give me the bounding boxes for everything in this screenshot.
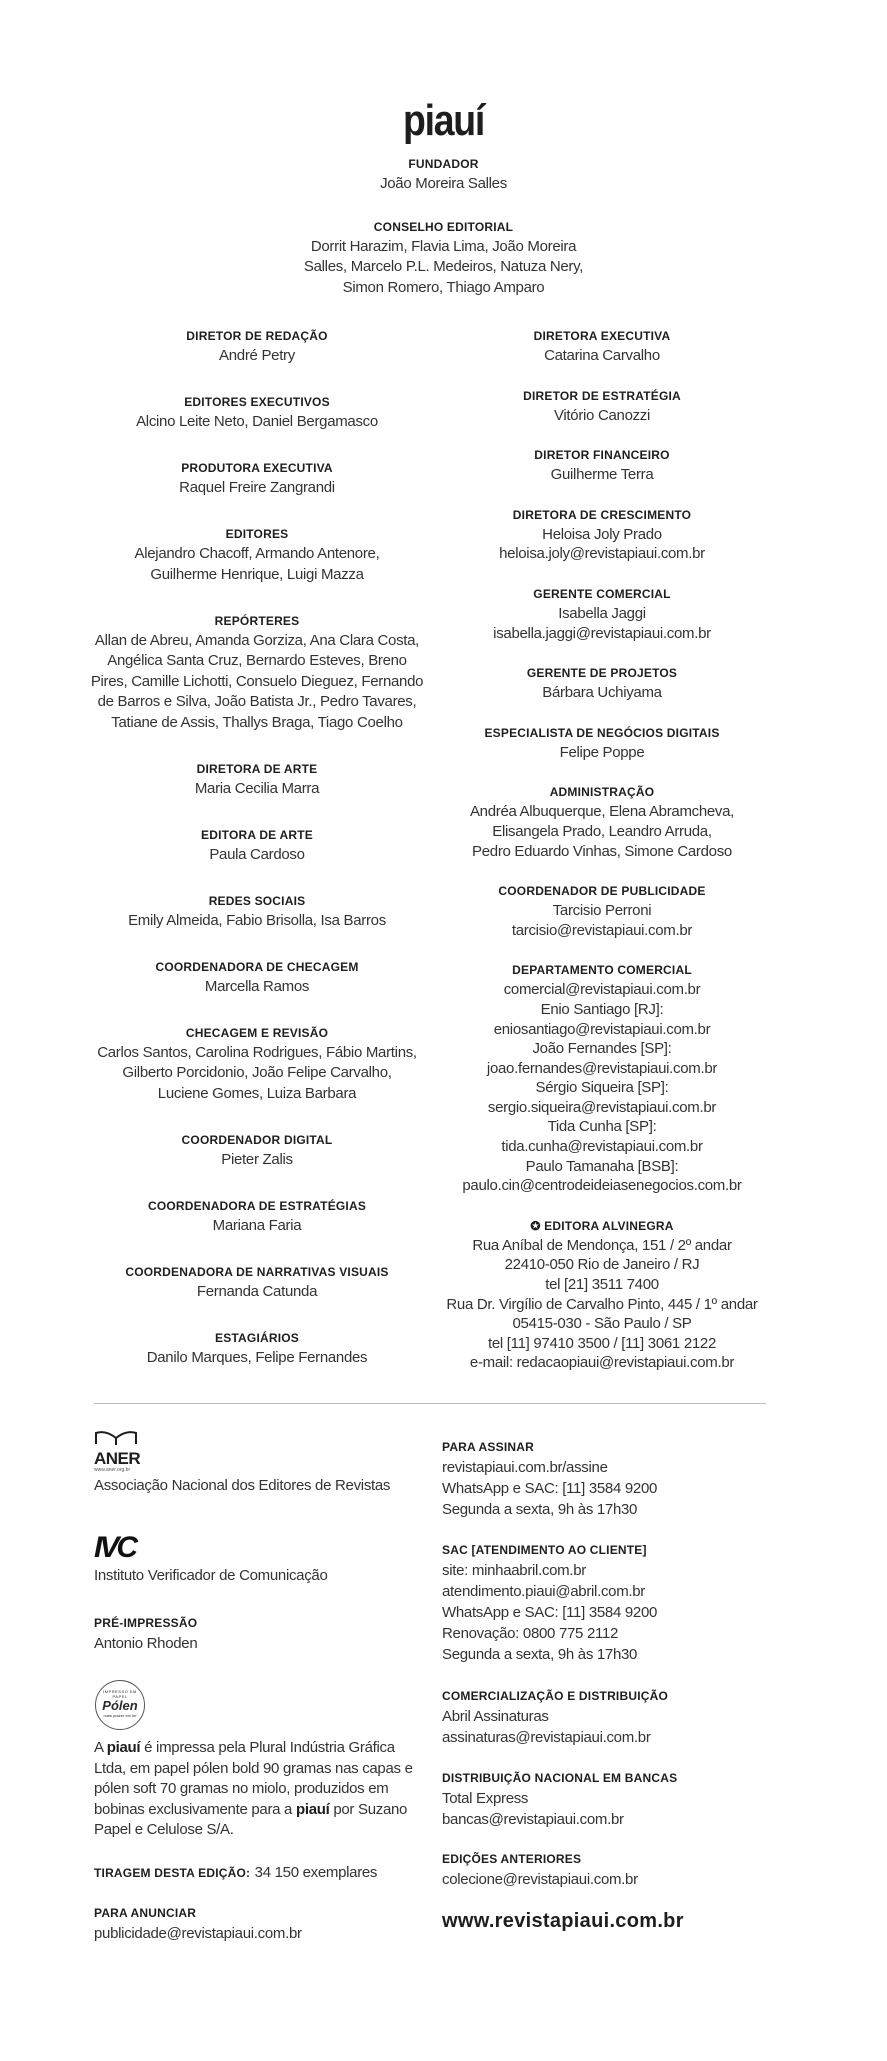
divider: [94, 1403, 766, 1404]
right-credits-column: [412, 326, 792, 1393]
credit-section: [77, 1130, 437, 1171]
section-label: CHECAGEM E REVISÃO: [185, 1025, 329, 1040]
section-label: REPÓRTERES: [214, 613, 300, 628]
credit-section: [412, 445, 792, 485]
section-label: DIRETORA DE CRESCIMENTO: [512, 507, 692, 522]
credit-section: [77, 891, 437, 932]
credit-line: Angélica Santa Cruz, Bernardo Esteves, Breno: [107, 652, 407, 669]
credit-line: Tida Cunha [SP]:: [547, 1118, 657, 1136]
section-label: CONSELHO EDITORIAL: [373, 219, 514, 234]
credit-section: [77, 392, 437, 433]
email-link[interactable]: site: minhaabril.com.br: [442, 1562, 586, 1579]
credit-line: Paulo Tamanaha [BSB]:: [525, 1157, 679, 1175]
credit-section: [77, 458, 437, 499]
credit-line: Vitório Canozzi: [553, 406, 651, 424]
credit-section: [77, 1196, 437, 1237]
section-label: DEPARTAMENTO COMERCIAL: [512, 963, 692, 978]
section-label: EDITORA DE ARTE: [201, 827, 313, 842]
tiragem-block: [94, 1862, 424, 1883]
credit-line: Simon Romero, Thiago Amparo: [342, 278, 545, 296]
anunciar-block: [94, 1903, 424, 1944]
email-link[interactable]: assinaturas@revistapiaui.com.br: [442, 1729, 651, 1746]
credit-line: Pedro Eduardo Vinhas, Simone Cardoso: [472, 842, 732, 860]
email-link[interactable]: colecione@revistapiaui.com.br: [442, 1871, 638, 1888]
credit-line: WhatsApp e SAC: [11] 3584 9200: [442, 1604, 658, 1621]
email-link[interactable]: sergio.siqueira@revistapiaui.com.br: [487, 1098, 717, 1116]
email-link[interactable]: comercial@revistapiaui.com.br: [503, 981, 701, 999]
section-label: GERENTE DE PROJETOS: [526, 666, 678, 681]
credit-line: Marcella Ramos: [204, 977, 310, 995]
website-link[interactable]: www.revistapiaui.com.br: [442, 1910, 684, 1932]
book-icon: [94, 1430, 138, 1446]
section-label: COORDENADOR DIGITAL: [181, 1132, 333, 1147]
credit-section: [77, 957, 437, 998]
printing-paragraph: [94, 1738, 424, 1841]
credit-section: [77, 825, 437, 866]
section-label: PARA ANUNCIAR: [94, 1906, 197, 1920]
credit-line: Alcino Leite Neto, Daniel Bergamasco: [136, 413, 378, 430]
section-label: ESTAGIÁRIOS: [215, 1330, 299, 1345]
credit-line: Renovação: 0800 775 2112: [442, 1625, 619, 1642]
section-label: ADMINISTRAÇÃO: [549, 785, 655, 800]
section-label: DIRETORA EXECUTIVA: [533, 329, 671, 343]
polen-logo: [95, 1680, 145, 1730]
section-label: DISTRIBUIÇÃO NACIONAL EM BANCAS: [442, 1771, 678, 1785]
aner-logo: [94, 1430, 144, 1473]
credit-conselho: [0, 217, 887, 299]
credit-section: [412, 1216, 792, 1373]
credit-line: Guilherme Henrique, Luigi Mazza: [150, 565, 364, 583]
polen-logo-bottom: mais prazer em ler: [103, 1713, 137, 1718]
credit-line: Allan de Abreu, Amanda Gorziza, Ana Clara Costa,: [94, 631, 420, 649]
credit-section: [77, 524, 437, 585]
email-link[interactable]: tida.cunha@revistapiaui.com.br: [501, 1138, 703, 1156]
aner-block: [94, 1430, 424, 1496]
section-label: SAC [ATENDIMENTO AO CLIENTE]: [442, 1543, 647, 1557]
credit-line: Elisangela Prado, Leandro Arruda,: [492, 822, 712, 840]
credit-section: [412, 326, 792, 366]
credit-line: Felipe Poppe: [559, 743, 645, 761]
credit-line: 05415-030 - São Paulo / SP: [512, 1315, 692, 1333]
tiragem-value: 34 150 exemplares: [254, 1864, 378, 1881]
credit-line: Paula Cardoso: [209, 845, 305, 863]
credit-line: Emily Almeida, Fabio Brisolla, Isa Barros: [128, 911, 386, 929]
credit-line: Luciene Gomes, Luiza Barbara: [157, 1084, 357, 1102]
polen-logo-top: IMPRESSO EM PAPEL: [103, 1689, 137, 1699]
preimpressao-block: [94, 1613, 424, 1654]
credit-line: de Barros e Silva, João Batista Jr., Pedro Tavares,: [97, 693, 417, 710]
credit-section: [412, 663, 792, 703]
credit-line: Salles, Marcelo P.L. Medeiros, Natuza Nery,: [303, 258, 584, 275]
section-label: DIRETOR DE ESTRATÉGIA: [523, 388, 681, 403]
credit-line: Segunda a sexta, 9h às 17h30: [442, 1646, 638, 1663]
credit-line: Maria Cecilia Marra: [194, 779, 320, 797]
section-label: COORDENADORA DE ESTRATÉGIAS: [147, 1198, 367, 1213]
credit-section: [442, 1849, 802, 1890]
credit-section: [442, 1686, 802, 1748]
credit-line: Guilherme Terra: [550, 466, 654, 484]
section-label: PRODUTORA EXECUTIVA: [181, 461, 333, 475]
email-link[interactable]: bancas@revistapiaui.com.br: [442, 1811, 624, 1828]
text: A: [94, 1739, 107, 1756]
credit-line: Pieter Zalis: [221, 1150, 293, 1168]
ivc-text: Instituto Verificador de Comunicação: [94, 1567, 328, 1584]
email-link[interactable]: tarcisio@revistapiaui.com.br: [511, 921, 693, 939]
section-label: REDES SOCIAIS: [208, 893, 306, 908]
credit-section: [412, 584, 792, 643]
credit-section: [77, 611, 437, 734]
section-label: PARA ASSINAR: [442, 1440, 534, 1454]
credit-line: Bárbara Uchiyama: [542, 684, 662, 702]
email-link[interactable]: atendimento.piaui@abril.com.br: [442, 1583, 645, 1600]
ivc-logo: IVC: [94, 1531, 136, 1564]
credit-line: Fernanda Catunda: [196, 1282, 318, 1300]
brand-logo: piauí: [403, 96, 484, 145]
section-label: GERENTE COMERCIAL: [533, 586, 671, 601]
polen-logo-text: Pólen: [102, 1698, 138, 1713]
tiragem-label: TIRAGEM DESTA EDIÇÃO:: [94, 1866, 251, 1880]
section-label: DIRETOR DE REDAÇÃO: [186, 329, 328, 343]
credit-section: [77, 759, 437, 800]
section-label: COORDENADORA DE NARRATIVAS VISUAIS: [125, 1264, 389, 1279]
sac-block: [442, 1540, 802, 1665]
email-link[interactable]: paulo.cin@centrodeideiasenegocios.com.br: [462, 1177, 742, 1195]
credit-line: Dorrit Harazim, Flavia Lima, João Moreira: [310, 237, 577, 255]
credit-section: [77, 326, 437, 367]
section-label: COORDENADORA DE CHECAGEM: [155, 959, 359, 974]
credit-section: [412, 386, 792, 426]
credit-line: Enio Santiago [RJ]:: [540, 1000, 664, 1018]
ivc-block: [94, 1533, 424, 1586]
credit-section: [77, 1262, 437, 1303]
section-label: COORDENADOR DE PUBLICIDADE: [498, 884, 706, 899]
aner-logo-text: ANER: [94, 1449, 141, 1468]
brand-name: piauí: [106, 1739, 141, 1756]
credit-line: João Fernandes [SP]:: [532, 1040, 672, 1058]
edicoes-block: [442, 1849, 802, 1890]
top-credits: [0, 154, 887, 298]
credit-line: WhatsApp e SAC: [11] 3584 9200: [442, 1480, 658, 1497]
credit-line: Danilo Marques, Felipe Fernandes: [146, 1348, 368, 1366]
email-link[interactable]: heloisa.joly@revistapiaui.com.br: [499, 545, 705, 563]
credit-line: Segunda a sexta, 9h às 17h30: [442, 1501, 638, 1518]
text: por Suzano Papel e Celulose S/A.: [94, 1800, 408, 1838]
credit-fundador: [0, 154, 887, 195]
credit-line: Gilberto Porcidonio, João Felipe Carvalho,: [122, 1064, 392, 1081]
credit-section: [442, 1540, 802, 1665]
credit-line: Abril Assinaturas: [442, 1708, 549, 1725]
credit-line: 22410-050 Rio de Janeiro / RJ: [504, 1256, 700, 1274]
credit-section: [442, 1768, 802, 1830]
section-label: DIRETOR FINANCEIRO: [534, 448, 670, 463]
section-label: COMERCIALIZAÇÃO E DISTRIBUIÇÃO: [442, 1689, 668, 1703]
section-label: ESPECIALISTA DE NEGÓCIOS DIGITAIS: [484, 725, 720, 740]
section-label: EDITORES EXECUTIVOS: [184, 395, 330, 409]
credit-section: [77, 1023, 437, 1105]
email-link[interactable]: joao.fernandes@revistapiaui.com.br: [486, 1059, 718, 1077]
credit-line: Rua Aníbal de Mendonça, 151 / 2º andar: [472, 1236, 732, 1254]
credit-line: Tatiane de Assis, Thallys Braga, Tiago Coelho: [111, 713, 403, 731]
comercializacao-block: [442, 1686, 802, 1748]
credit-line: tel [11] 97410 3500 / [11] 3061 2122: [487, 1334, 716, 1352]
credit-section: [442, 1437, 802, 1520]
credit-section: [412, 723, 792, 763]
credit-line: Andréa Albuquerque, Elena Abramcheva,: [469, 803, 735, 821]
section-label: EDIÇÕES ANTERIORES: [442, 1852, 582, 1866]
credit-line: André Petry: [219, 347, 295, 364]
credit-line: tel [21] 3511 7400: [545, 1276, 659, 1294]
credit-line: Mariana Faria: [212, 1216, 302, 1234]
section-label: PRÉ-IMPRESSÃO: [94, 1616, 198, 1630]
email-link[interactable]: isabella.jaggi@revistapiaui.com.br: [493, 624, 711, 642]
section-label: FUNDADOR: [408, 157, 479, 171]
credit-line: Antonio Rhoden: [94, 1635, 198, 1652]
credit-line: Raquel Freire Zangrandi: [179, 479, 335, 496]
credit-line: Alejandro Chacoff, Armando Antenore,: [134, 545, 380, 562]
assinar-block: [442, 1437, 802, 1520]
credit-line: Total Express: [442, 1790, 529, 1807]
section-label: DIRETORA DE ARTE: [196, 761, 318, 776]
credit-line: Isabella Jaggi: [558, 604, 646, 622]
credit-line: Carlos Santos, Carolina Rodrigues, Fábio Martins,: [97, 1043, 417, 1061]
email-link[interactable]: revistapiaui.com.br/assine: [442, 1459, 608, 1476]
brand-name: piauí: [295, 1800, 330, 1818]
aner-text: Associação Nacional dos Editores de Revistas: [94, 1477, 391, 1494]
credit-line: Rua Dr. Virgílio de Carvalho Pinto, 445 / 1º andar: [446, 1295, 758, 1313]
section-label: ✪ EDITORA ALVINEGRA: [530, 1218, 674, 1233]
credit-section: [412, 881, 792, 940]
left-credits-column: [77, 326, 437, 1394]
section-label: EDITORES: [225, 527, 289, 541]
text: é impressa pela Plural Indústria Gráfica Ltda, em papel pólen bold 90 gramas nas capas e pólen soft 70 gramas no miolo, produzidos em bobinas exclusivamente para a: [94, 1739, 413, 1818]
credit-line: Tarcisio Perroni: [552, 902, 652, 920]
aner-logo-url: www.aner.org.br: [94, 1467, 131, 1473]
email-link[interactable]: publicidade@revistapiaui.com.br: [94, 1925, 302, 1942]
credit-line: João Moreira Salles: [380, 175, 507, 192]
credit-line: Pires, Camille Lichotti, Consuelo Dieguez, Fernando: [90, 672, 424, 690]
email-link[interactable]: e-mail: redacaopiaui@revistapiaui.com.br: [469, 1354, 735, 1372]
credit-section: [412, 782, 792, 861]
credit-line: Sérgio Siqueira [SP]:: [535, 1079, 669, 1097]
distribuicao-block: [442, 1768, 802, 1830]
credit-section: [412, 505, 792, 564]
email-link[interactable]: eniosantiago@revistapiaui.com.br: [493, 1020, 711, 1038]
credit-section: [412, 960, 792, 1196]
credit-section: [77, 1328, 437, 1369]
credit-line: Catarina Carvalho: [544, 347, 660, 364]
credit-line: Heloisa Joly Prado: [542, 525, 662, 543]
